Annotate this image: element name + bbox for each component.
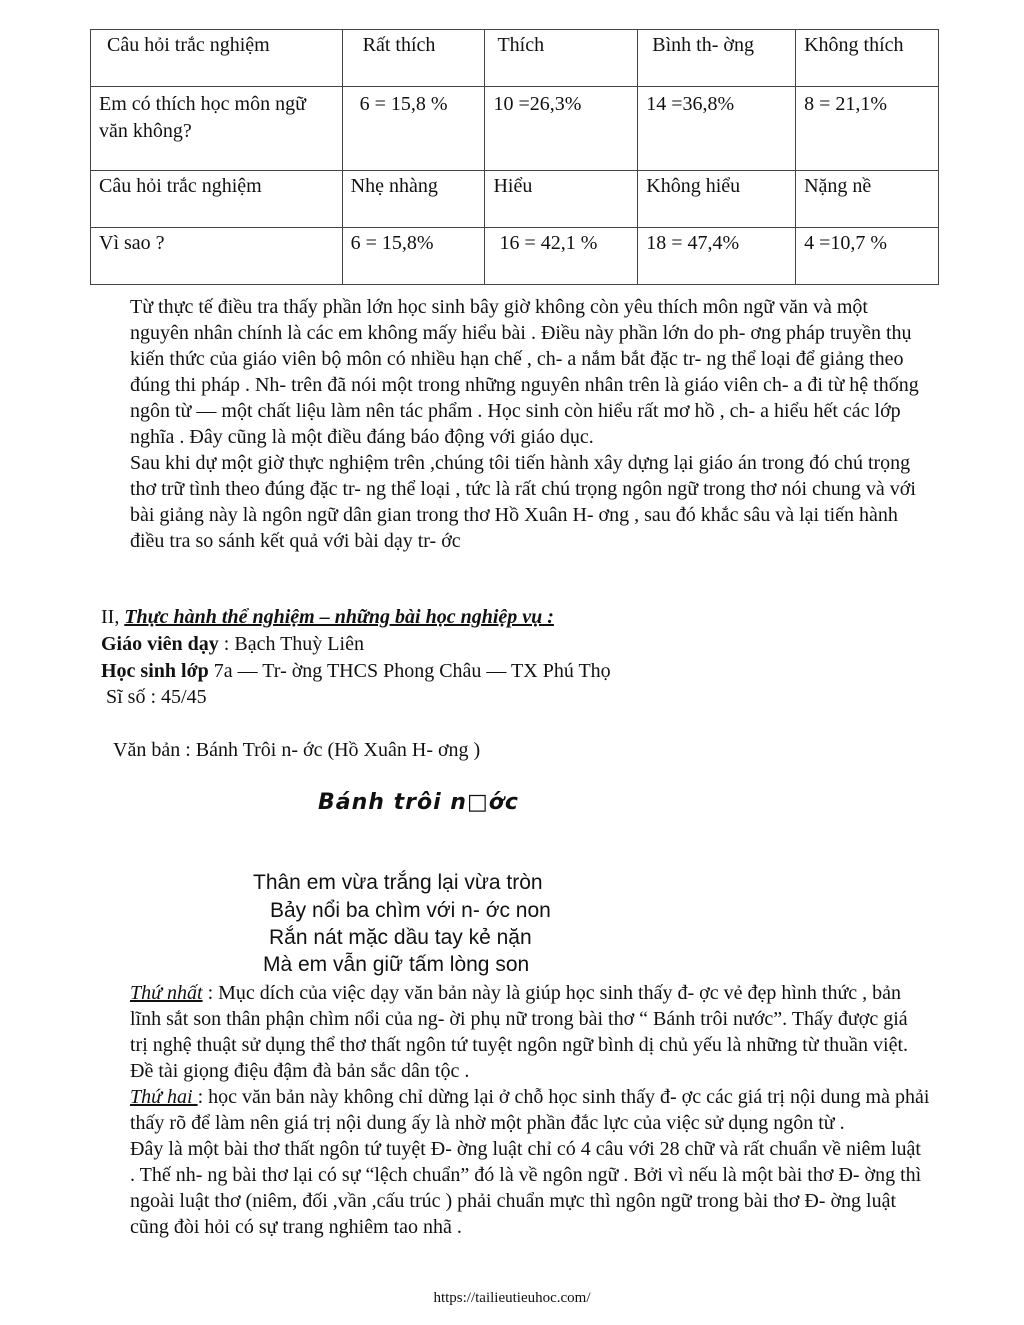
- table-row: [91, 228, 939, 285]
- table-cell: Thích: [485, 30, 638, 87]
- class-label: Học sinh lớp: [101, 660, 209, 682]
- teacher-label: Giáo viên dạy: [101, 633, 219, 655]
- poem-line: Bảy nổi ba chìm với n- ớc non: [270, 899, 551, 922]
- table-cell: 6 = 15,8 %: [342, 87, 485, 171]
- poem-line: Mà em vẫn giữ tấm lòng son: [263, 953, 530, 976]
- table-cell: Không thích: [796, 30, 939, 87]
- table-cell: Câu hỏi trắc nghiệm: [91, 171, 343, 228]
- table-cell: 10 =26,3%: [485, 87, 638, 171]
- class-line: [101, 660, 611, 683]
- table-cell: 18 = 47,4%: [638, 228, 796, 285]
- text-reference: Văn bản : Bánh Trôi n- ớc (Hồ Xuân H- ơng ): [113, 739, 481, 761]
- table-cell: 16 = 42,1 %: [485, 228, 638, 285]
- table-row: [91, 171, 939, 228]
- enrollment-line: Sĩ số : 45/45: [101, 686, 207, 708]
- poem-line: Thân em vừa trắng lại vừa tròn: [253, 871, 543, 894]
- table-cell: Nhẹ nhàng: [342, 171, 485, 228]
- analysis-text: [130, 980, 930, 1240]
- survey-table: [90, 29, 939, 285]
- first-text: : Mục dích của việc dạy văn bản này là giúp học sinh thấy đ- ợc vẻ đẹp hình thức , bản lĩnh sắt son thân phận chìm nổi của ng- ời phụ nữ trong bài thơ “ Bánh trôi nước”. Thấy được giá trị nghệ thuật sử dụng thể thơ thất ngôn tứ tuyệt ngôn ngữ bình dị chủ yếu là những từ thuần việt. Đề tài giọng điệu đậm đà bản sắc dân tộc .: [130, 982, 909, 1082]
- second-label: Thứ hai: [130, 1086, 198, 1108]
- table-cell: Bình th- ờng: [638, 30, 796, 87]
- teacher-line: [101, 633, 364, 656]
- table-row: [91, 30, 939, 87]
- analysis-third: Đây là một bài thơ thất ngôn tứ tuyệt Đ- ờng luật chỉ có 4 câu với 28 chữ và rất chuẩn về niêm luật . Thế nh- ng bài thơ lại có sự “lệch chuẩn” đó là về ngôn ngữ . Bởi vì nếu là một bài thơ Đ- ờng thì ngoài luật thơ (niêm, đối ,vần ,cấu trúc ) phải chuẩn mực thì ngôn ngữ trong bài thơ Đ- ờng luật cũng đòi hỏi có sự trang nghiêm tao nhã .: [130, 1138, 922, 1238]
- class-value: 7a — Tr- ờng THCS Phong Châu — TX Phú Thọ: [208, 660, 611, 682]
- analysis-second: [130, 1084, 930, 1136]
- table-cell: Hiểu: [485, 171, 638, 228]
- footer-url: https://tailieutieuhoc.com/: [433, 1290, 591, 1306]
- second-text: : học văn bản này không chỉ dừng lại ở chỗ học sinh thấy đ- ợc các giá trị nội dung mà phải thấy rõ để làm nên giá trị nội dung ấy là nhờ một phần đắc lực của việc sử dụng ngôn từ .: [130, 1086, 930, 1134]
- table-cell: Vì sao ?: [91, 228, 343, 285]
- section-heading: [101, 606, 554, 629]
- intro-text: [130, 294, 930, 554]
- table-cell: 14 =36,8%: [638, 87, 796, 171]
- poem-title: Bánh trôi n□ớc: [318, 790, 519, 815]
- table-row: [91, 87, 939, 171]
- first-label: Thứ nhất: [130, 982, 203, 1004]
- table-cell: 6 = 15,8%: [342, 228, 485, 285]
- table-cell: Không hiểu: [638, 171, 796, 228]
- table-cell: 8 = 21,1%: [796, 87, 939, 171]
- poem-line: Rắn nát mặc dầu tay kẻ nặn: [269, 926, 532, 949]
- table-cell: Rất thích: [342, 30, 485, 87]
- table-cell: Câu hỏi trắc nghiệm: [91, 30, 343, 87]
- intro-paragraph: Sau khi dự một giờ thực nghiệm trên ,chúng tôi tiến hành xây dựng lại giáo án trong đó chú trọng thơ trữ tình theo đúng đặc tr- ng thể loại , tức là rất chú trọng ngôn ngữ trong thơ nói chung và với bài giảng này là ngôn ngữ dân gian trong thơ Hồ Xuân H- ơng , sau đó khắc sâu và lại tiến hành điều tra so sánh kết quả với bài dạy tr- ớc: [130, 452, 916, 552]
- table-cell: Nặng nề: [796, 171, 939, 228]
- section-title: Thực hành thể nghiệm – những bài học nghiệp vụ :: [124, 606, 554, 628]
- table-cell: 4 =10,7 %: [796, 228, 939, 285]
- intro-paragraph: Từ thực tế điều tra thấy phần lớn học sinh bây giờ không còn yêu thích môn ngữ văn và một nguyên nhân chính là các em không mấy hiểu bài . Điều này phần lớn do ph- ơng pháp truyền thụ kiến thức của giáo viên bộ môn có nhiều hạn chế , ch- a nắm bắt đặc tr- ng thể loại để giảng theo đúng thi pháp . Nh- trên đã nói một trong những nguyên nhân trên là giáo viên ch- a đi từ hệ thống ngôn từ — một chất liệu làm nên tác phẩm . Học sinh còn hiểu rất mơ hồ , ch- a hiểu hết các lớp nghĩa . Đây cũng là một điều đáng báo động với giáo dục.: [130, 296, 919, 448]
- teacher-value: : Bạch Thuỳ Liên: [218, 633, 364, 655]
- table-cell: Em có thích học môn ngữ văn không?: [91, 87, 343, 171]
- section-number: II,: [101, 606, 125, 628]
- analysis-first: [130, 980, 930, 1084]
